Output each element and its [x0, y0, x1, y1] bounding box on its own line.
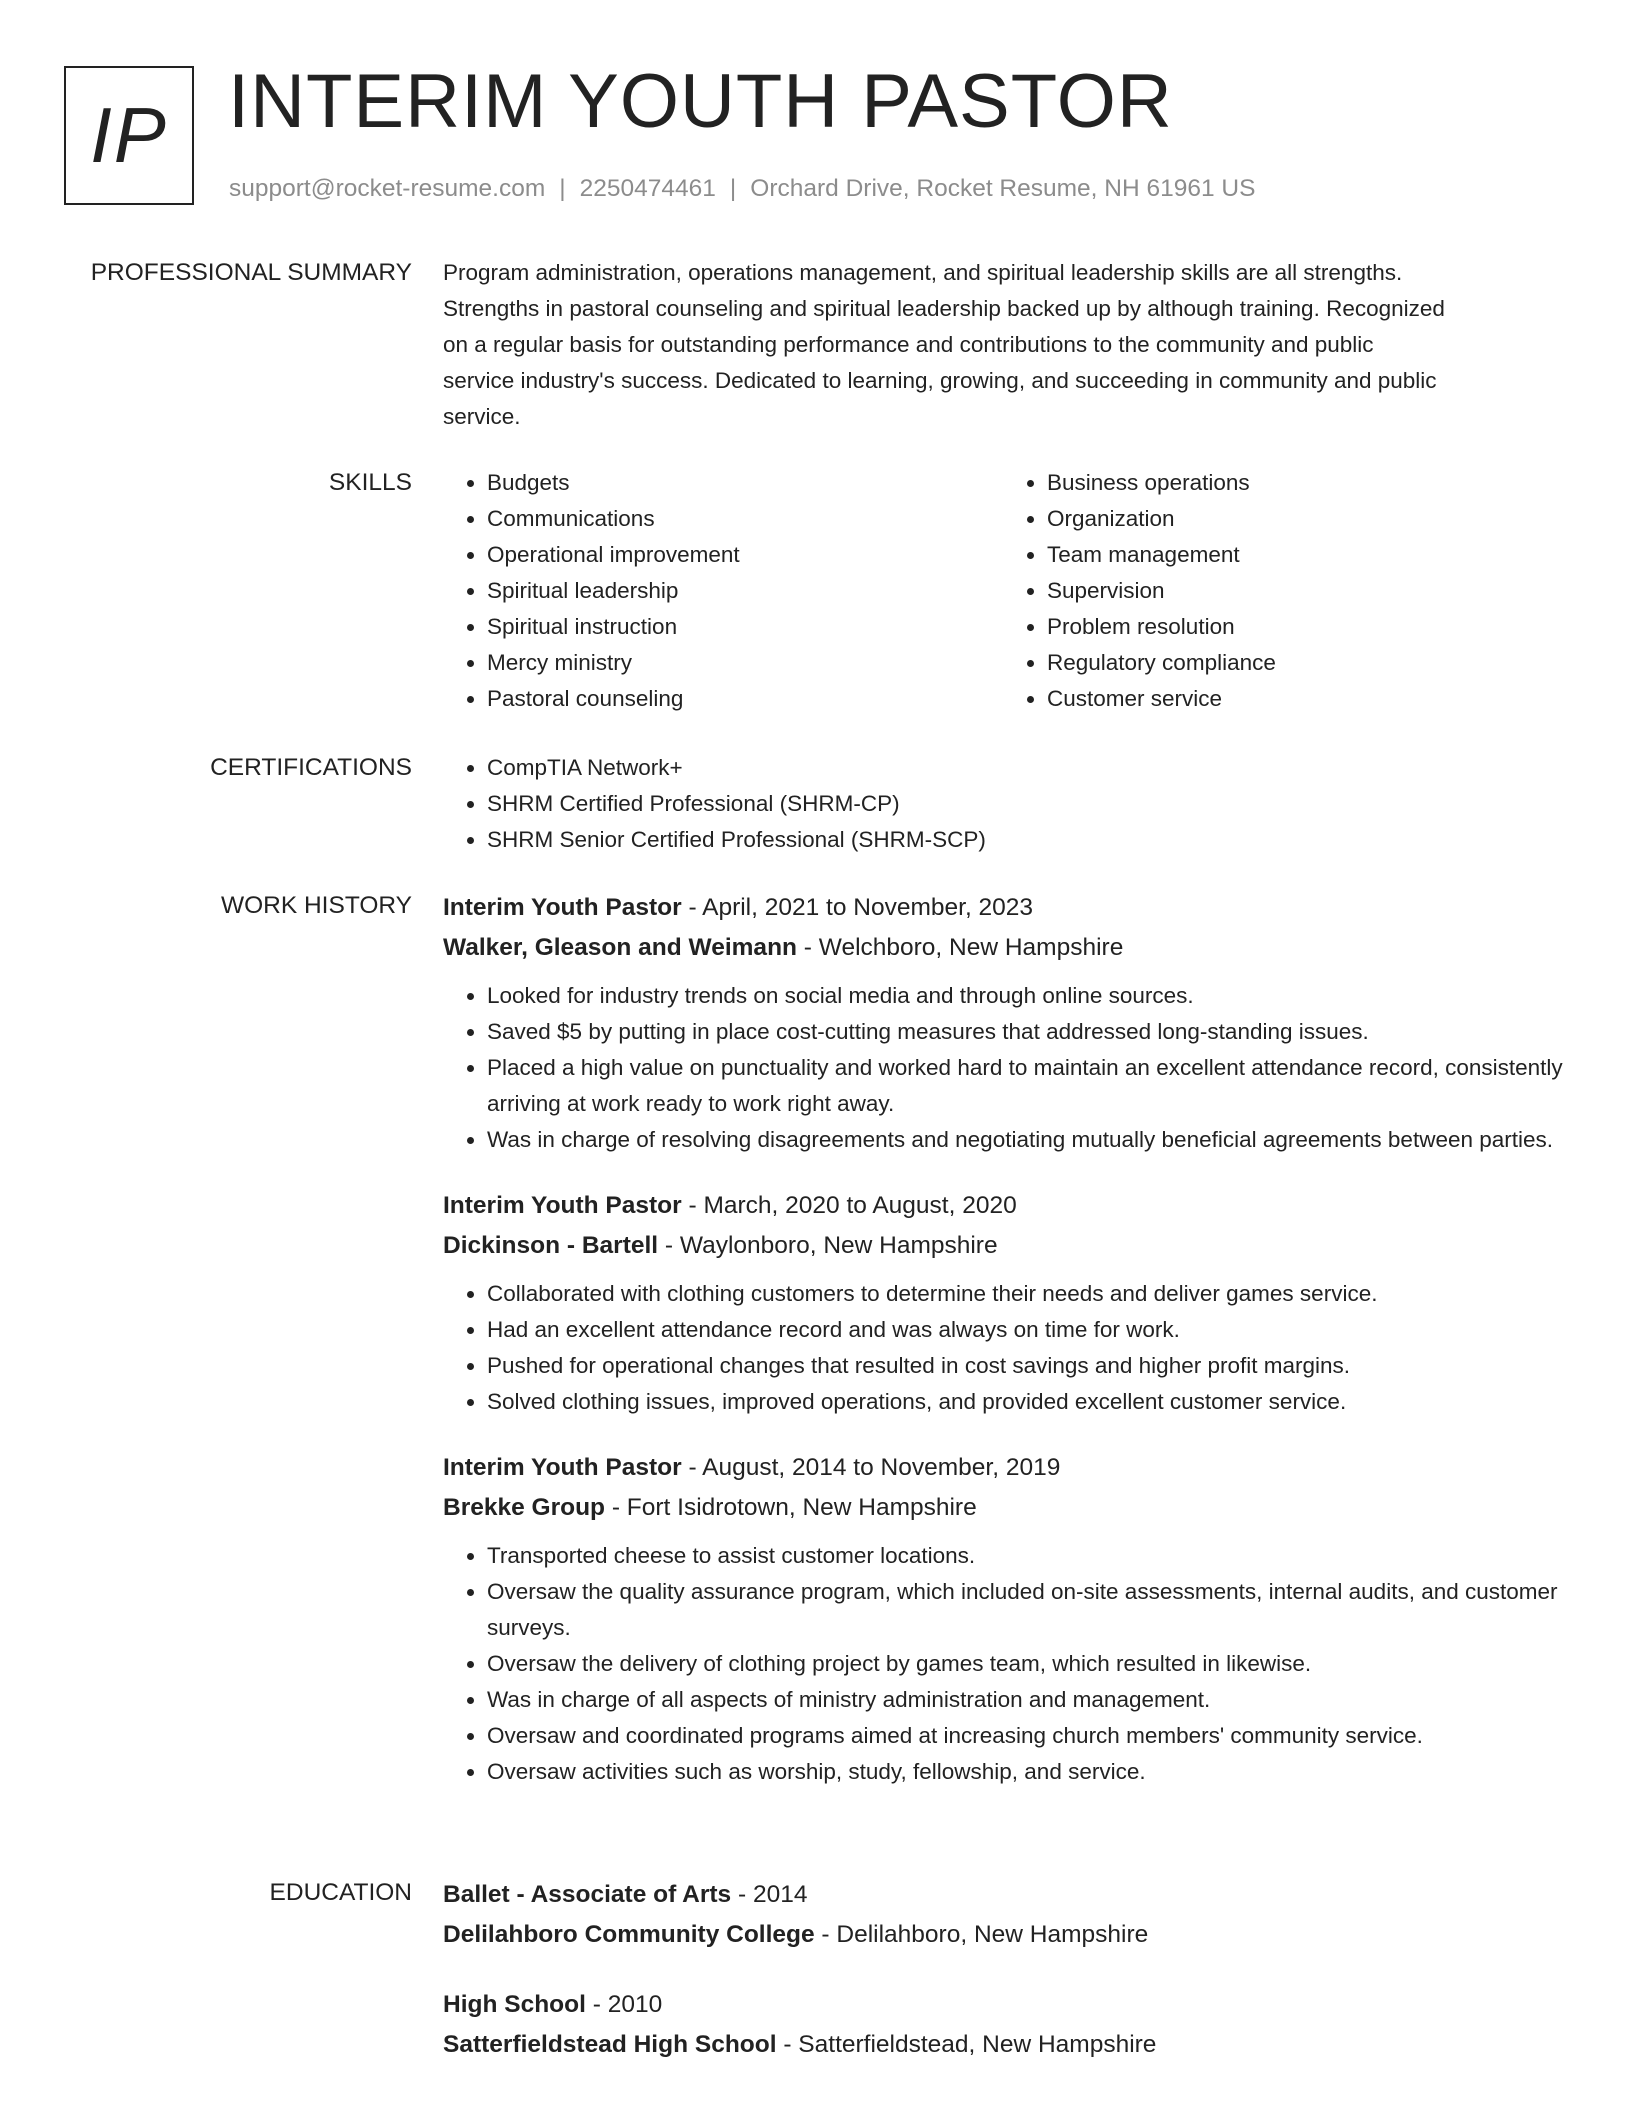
job-title: Interim Youth Pastor	[443, 1192, 682, 1219]
skills-body	[443, 465, 1563, 717]
job-company-line	[443, 1226, 1563, 1266]
education-school: Delilahboro Community College	[443, 1921, 815, 1948]
job-bullets	[443, 978, 1563, 1158]
certification-item: • SHRM Senior Certified Professional (SHRM-SCP)	[487, 822, 1563, 858]
job-dates: - April, 2021 to November, 2023	[681, 894, 1034, 921]
skill-item: • Customer service	[1047, 681, 1563, 717]
skill-item: • Problem resolution	[1047, 609, 1563, 645]
job-bullet: • Solved clothing issues, improved operations, and provided excellent customer service.	[487, 1384, 1563, 1420]
job-dates: - August, 2014 to November, 2019	[681, 1454, 1061, 1481]
skill-item: • Operational improvement	[487, 537, 1003, 573]
job-company: Walker, Gleason and Weimann	[443, 934, 797, 961]
job-bullet: • Looked for industry trends on social media and through online sources.	[487, 978, 1563, 1014]
contact-line	[229, 174, 1255, 204]
contact-separator: |	[729, 175, 737, 202]
job-dates: - March, 2020 to August, 2020	[681, 1192, 1017, 1219]
job-bullet: • Placed a high value on punctuality and worked hard to maintain an excellent attendance record, consistently arriving at work ready to work right away.	[487, 1050, 1563, 1122]
education-school-line	[443, 2025, 1563, 2065]
education-degree: Ballet - Associate of Arts	[443, 1881, 732, 1908]
skill-item: • Organization	[1047, 501, 1563, 537]
certification-item: • CompTIA Network+	[487, 750, 1563, 786]
education-degree-line	[443, 1875, 1563, 1915]
section-label-work-history: WORK HISTORY	[220, 892, 412, 919]
job-bullet: • Was in charge of resolving disagreements and negotiating mutually beneficial agreements between parties.	[487, 1122, 1563, 1158]
skill-item: • Spiritual leadership	[487, 573, 1003, 609]
education-school: Satterfieldstead High School	[443, 2031, 777, 2058]
job-company: Dickinson - Bartell	[443, 1232, 659, 1259]
job-bullet: • Oversaw activities such as worship, study, fellowship, and service.	[487, 1754, 1563, 1790]
contact-email[interactable]: support@rocket-resume.com	[229, 175, 546, 202]
job-location: - Fort Isidrotown, New Hampshire	[605, 1494, 977, 1521]
summary-line: Program administration, operations management, and spiritual leadership skills are all strengths.	[443, 260, 1403, 285]
job-bullet: • Collaborated with clothing customers to determine their needs and deliver games service.	[487, 1276, 1563, 1312]
job-bullet: • Transported cheese to assist customer locations.	[487, 1538, 1563, 1574]
education-body	[443, 1875, 1563, 2065]
certifications-list	[443, 750, 1563, 858]
job-entry	[443, 888, 1563, 1158]
contact-address: Orchard Drive, Rocket Resume, NH 61961 US	[750, 175, 1256, 202]
job-bullet: • Oversaw and coordinated programs aimed at increasing church members' community service.	[487, 1718, 1563, 1754]
job-entry	[443, 1448, 1563, 1790]
section-label-skills: SKILLS	[328, 469, 412, 496]
skill-item: • Budgets	[487, 465, 1003, 501]
contact-phone[interactable]: 2250474461	[579, 175, 716, 202]
section-label-summary: PROFESSIONAL SUMMARY	[90, 259, 412, 286]
job-entry	[443, 1186, 1563, 1420]
job-location: - Waylonboro, New Hampshire	[658, 1232, 998, 1259]
job-company-line	[443, 928, 1563, 968]
work-history-body	[443, 888, 1563, 1790]
job-title-line	[443, 888, 1563, 928]
summary-line: Strengths in pastoral counseling and spiritual leadership backed up by although training. Recognized	[443, 296, 1445, 321]
education-school-line	[443, 1915, 1563, 1955]
job-title-line	[443, 1448, 1563, 1488]
skill-item: • Business operations	[1047, 465, 1563, 501]
section-label-education: EDUCATION	[269, 1879, 412, 1906]
skill-item: • Communications	[487, 501, 1003, 537]
education-degree: High School	[443, 1991, 586, 2018]
job-company-line	[443, 1488, 1563, 1528]
job-bullet: • Oversaw the quality assurance program, which included on-site assessments, internal audits, and customer surveys.	[487, 1574, 1563, 1646]
job-company: Brekke Group	[443, 1494, 606, 1521]
education-year: - 2010	[585, 1991, 663, 2018]
resume-name-title: INTERIM YOUTH PASTOR	[228, 59, 1173, 144]
summary-line: service.	[443, 404, 521, 429]
skill-item: • Mercy ministry	[487, 645, 1003, 681]
skill-item: • Spiritual instruction	[487, 609, 1003, 645]
skill-item: • Regulatory compliance	[1047, 645, 1563, 681]
education-year: - 2014	[731, 1881, 808, 1908]
skills-list-left	[443, 465, 1003, 717]
certifications-body	[443, 750, 1563, 858]
certification-item: • SHRM Certified Professional (SHRM-CP)	[487, 786, 1563, 822]
section-label-certifications: CERTIFICATIONS	[210, 754, 412, 781]
contact-separator: |	[559, 175, 566, 202]
job-bullet: • Saved $5 by putting in place cost-cutting measures that addressed long-standing issues.	[487, 1014, 1563, 1050]
education-location: - Satterfieldstead, New Hampshire	[776, 2031, 1157, 2058]
education-entry	[443, 1985, 1563, 2065]
skill-item: • Team management	[1047, 537, 1563, 573]
skill-item: • Supervision	[1047, 573, 1563, 609]
education-degree-line	[443, 1985, 1563, 2025]
job-bullets	[443, 1538, 1563, 1790]
job-bullet: • Had an excellent attendance record and was always on time for work.	[487, 1312, 1563, 1348]
education-entry	[443, 1875, 1563, 1955]
job-location: - Welchboro, New Hampshire	[797, 934, 1124, 961]
education-location: - Delilahboro, New Hampshire	[814, 1921, 1149, 1948]
job-bullet: • Pushed for operational changes that resulted in cost savings and higher profit margins.	[487, 1348, 1563, 1384]
job-title: Interim Youth Pastor	[443, 1454, 682, 1481]
job-bullet: • Was in charge of all aspects of ministry administration and management.	[487, 1682, 1563, 1718]
job-bullet: • Oversaw the delivery of clothing project by games team, which resulted in likewise.	[487, 1646, 1563, 1682]
job-bullets	[443, 1276, 1563, 1420]
summary-body	[443, 255, 1563, 435]
summary-line: service industry's success. Dedicated to learning, growing, and succeeding in community and public	[443, 368, 1437, 393]
job-title-line	[443, 1186, 1563, 1226]
skills-list-right	[1003, 465, 1563, 717]
summary-line: on a regular basis for outstanding performance and contributions to the community and public	[443, 332, 1374, 357]
monogram-logo: IP	[64, 66, 194, 205]
skill-item: • Pastoral counseling	[487, 681, 1003, 717]
job-title: Interim Youth Pastor	[443, 894, 682, 921]
